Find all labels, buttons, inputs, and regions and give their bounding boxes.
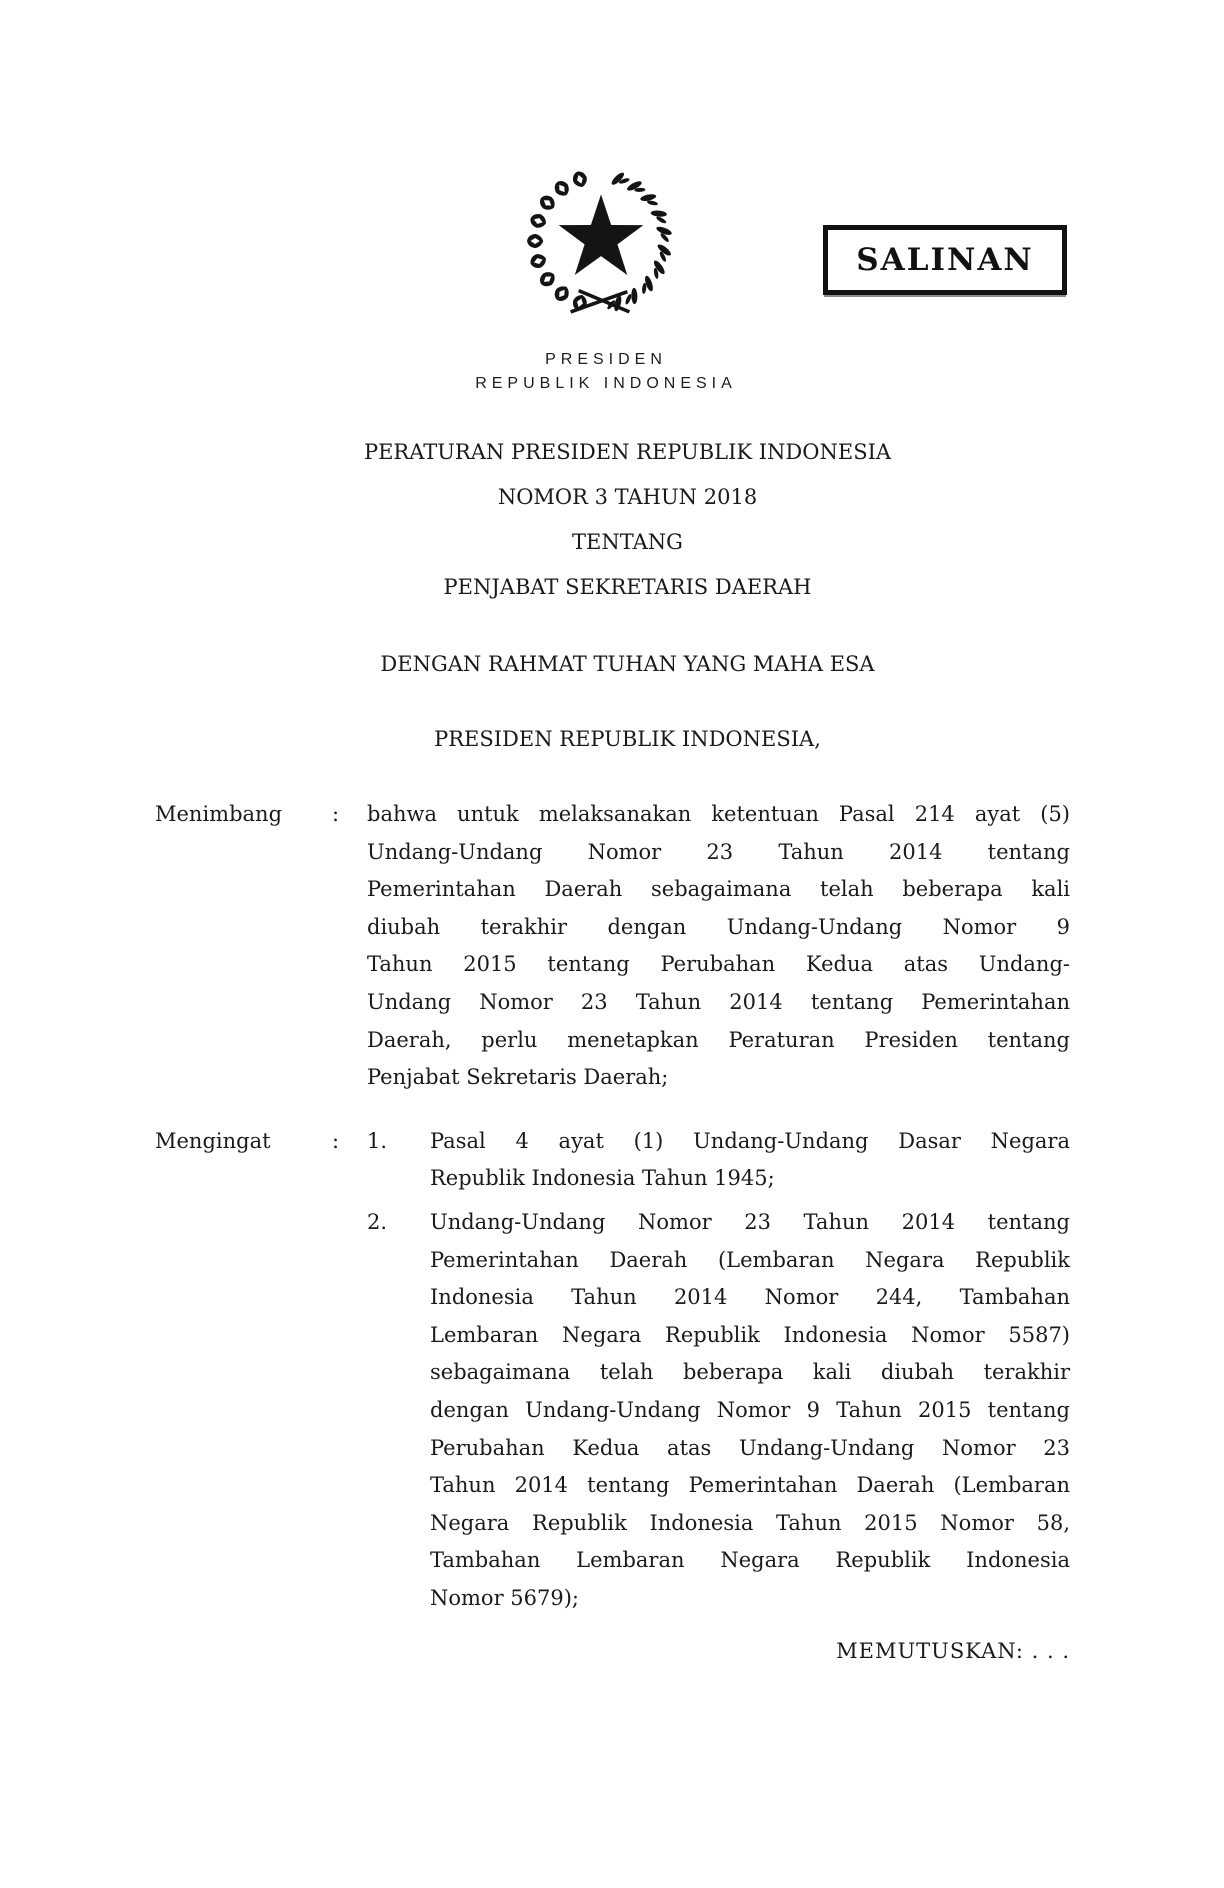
body-line: Undang-Undang Nomor 23 Tahun 2014 tentang (367, 839, 1070, 864)
body-line: Tambahan Lembaran Negara Republik Indonesia (430, 1548, 1070, 1573)
menimbang-colon: : (332, 802, 340, 826)
body-line: Undang-Undang Nomor 23 Tahun 2014 tentang (430, 1209, 1070, 1234)
letterhead-presiden: PRESIDEN (545, 351, 667, 368)
mengingat-body (367, 1123, 1070, 1618)
mengingat-label: Mengingat (155, 1128, 271, 1153)
regulation-about: TENTANG (572, 530, 683, 554)
list-item-1 (367, 1123, 1070, 1198)
menimbang-body (367, 796, 1070, 1097)
list-item-2 (367, 1204, 1070, 1618)
document-headings (155, 430, 1070, 762)
body-line: Perubahan Kedua atas Undang-Undang Nomor 23 (430, 1435, 1070, 1460)
body-line: Republik Indonesia Tahun 1945; (430, 1166, 775, 1191)
body-line: Nomor 5679); (430, 1585, 579, 1610)
body-line: Penjabat Sekretaris Daerah; (367, 1065, 669, 1090)
body-line: diubah terakhir dengan Undang-Undang Nomor 9 (367, 914, 1070, 939)
invocation-line: DENGAN RAHMAT TUHAN YANG MAHA ESA (380, 652, 875, 676)
body-line: Negara Republik Indonesia Tahun 2015 Nomor 58, (430, 1510, 1070, 1535)
document-body (155, 430, 1070, 1671)
body-line: Tahun 2015 tentang Perubahan Kedua atas Undang- (367, 952, 1070, 977)
list-item-number: 2. (367, 1209, 388, 1234)
body-line: Tahun 2014 tentang Pemerintahan Daerah (Lembaran (430, 1473, 1070, 1498)
catchword-memutuskan: MEMUTUSKAN: . . . (836, 1639, 1070, 1664)
body-line: Pemerintahan Daerah sebagaimana telah beberapa kali (367, 877, 1070, 902)
body-line: Lembaran Negara Republik Indonesia Nomor 5587) (430, 1322, 1070, 1347)
list-item-body (430, 1204, 1070, 1618)
issuer-line: PRESIDEN REPUBLIK INDONESIA, (434, 727, 821, 751)
body-line: Pemerintahan Daerah (Lembaran Negara Republik (430, 1247, 1070, 1272)
star-icon (559, 194, 644, 275)
body-line: Undang Nomor 23 Tahun 2014 tentang Pemerintahan (367, 989, 1070, 1014)
body-line: Indonesia Tahun 2014 Nomor 244, Tambahan (430, 1285, 1070, 1310)
regulation-title: PERATURAN PRESIDEN REPUBLIK INDONESIA (363, 440, 892, 464)
menimbang-label: Menimbang (155, 802, 283, 826)
catchword-row (155, 1617, 1070, 1671)
salinan-stamp-label: SALINAN (856, 242, 1034, 278)
letterhead-republik-indonesia: REPUBLIK INDONESIA (475, 375, 737, 392)
regulation-subject: PENJABAT SEKRETARIS DAERAH (443, 575, 812, 599)
regulation-number: NOMOR 3 TAHUN 2018 (497, 485, 758, 509)
presidential-emblem (524, 170, 676, 314)
mengingat-colon: : (332, 1128, 340, 1153)
menimbang-section (155, 796, 1070, 1097)
list-item-number: 1. (367, 1128, 388, 1153)
body-line: dengan Undang-Undang Nomor 9 Tahun 2015 tentang (430, 1397, 1070, 1422)
letterhead (406, 348, 806, 396)
body-line: Daerah, perlu menetapkan Peraturan Presiden tentang (367, 1027, 1070, 1052)
body-line: sebagaimana telah beberapa kali diubah terakhir (430, 1360, 1070, 1385)
body-line: bahwa untuk melaksanakan ketentuan Pasal 214 ayat (5) (367, 802, 1070, 826)
list-item-body (430, 1123, 1070, 1198)
body-line: Pasal 4 ayat (1) Undang-Undang Dasar Negara (430, 1128, 1070, 1153)
salinan-stamp (823, 225, 1067, 295)
mengingat-section (155, 1123, 1070, 1618)
